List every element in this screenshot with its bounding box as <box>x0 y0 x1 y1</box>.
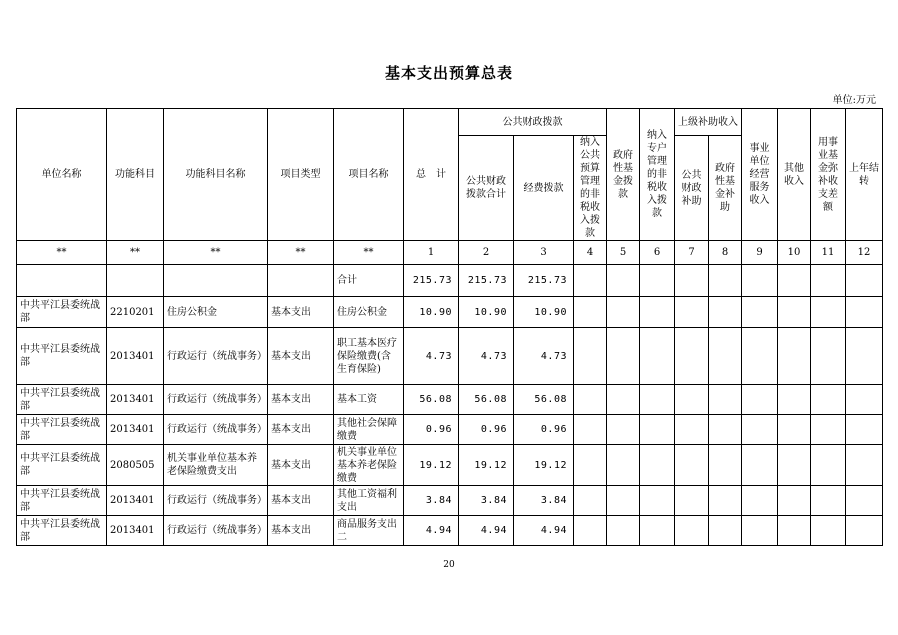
index-cell: 7 <box>675 241 709 265</box>
project-type-cell: 基本支出 <box>268 328 334 385</box>
total-funding-cell: 215.73 <box>514 265 574 297</box>
empty-cell <box>640 328 675 385</box>
empty-cell <box>675 328 709 385</box>
empty-cell <box>574 297 607 328</box>
unit-name-cell: 中共平江县委统战部 <box>17 445 107 486</box>
total-cell: 215.73 <box>404 265 459 297</box>
empty-cell <box>574 328 607 385</box>
header-carryover: 上年结转 <box>846 109 883 241</box>
project-name-cell: 基本工资 <box>334 385 404 415</box>
index-cell: 12 <box>846 241 883 265</box>
empty-cell <box>607 328 640 385</box>
index-row <box>17 241 883 265</box>
header-public-fiscal: 公共财政拨款 <box>459 109 607 136</box>
table-row <box>17 415 883 445</box>
empty-cell <box>640 297 675 328</box>
unit-name-cell: 中共平江县委统战部 <box>17 516 107 546</box>
index-cell: 1 <box>404 241 459 265</box>
project-type-cell: 基本支出 <box>268 516 334 546</box>
project-name-cell: 其他工资福利支出 <box>334 486 404 516</box>
project-type-cell: 基本支出 <box>268 486 334 516</box>
funding-cell: 10.90 <box>514 297 574 328</box>
table-row <box>17 445 883 486</box>
funding-cell: 0.96 <box>514 415 574 445</box>
empty-cell <box>778 445 811 486</box>
empty-cell <box>811 385 846 415</box>
page-number: 20 <box>443 560 455 570</box>
table-row <box>17 385 883 415</box>
table-row <box>17 328 883 385</box>
unit-name-cell: 中共平江县委统战部 <box>17 385 107 415</box>
empty-cell <box>709 385 742 415</box>
index-cell: 5 <box>607 241 640 265</box>
func-subject-cell: 2013401 <box>107 486 164 516</box>
empty-cell <box>675 385 709 415</box>
header-gov-fund-subsidy: 政府性基金补助 <box>709 136 742 241</box>
empty-cell <box>574 445 607 486</box>
header-func-subject: 功能科目 <box>107 109 164 241</box>
empty-cell <box>709 445 742 486</box>
empty-cell <box>607 486 640 516</box>
empty-cell <box>778 516 811 546</box>
header-superior-subsidy: 上级补助收入 <box>675 109 742 136</box>
func-subject-name-cell: 行政运行（统战事务） <box>164 328 268 385</box>
header-public-fiscal-subsidy: 公共财政补助 <box>675 136 709 241</box>
empty-cell <box>811 415 846 445</box>
index-cell: ** <box>17 241 107 265</box>
empty-cell <box>607 415 640 445</box>
empty-cell <box>778 328 811 385</box>
empty-cell <box>675 415 709 445</box>
empty-cell <box>846 385 883 415</box>
page-title: 基本支出预算总表 <box>384 64 513 82</box>
func-subject-cell: 2080505 <box>107 445 164 486</box>
empty-cell <box>846 445 883 486</box>
empty-cell <box>742 516 778 546</box>
table-row <box>17 516 883 546</box>
total-cell: 10.90 <box>404 297 459 328</box>
total-cell: 19.12 <box>404 445 459 486</box>
index-cell: ** <box>334 241 404 265</box>
func-subject-cell: 2013401 <box>107 516 164 546</box>
empty-cell <box>846 328 883 385</box>
funding-cell: 4.73 <box>514 328 574 385</box>
table-row <box>17 297 883 328</box>
total-cell: 3.84 <box>404 486 459 516</box>
index-cell: ** <box>268 241 334 265</box>
func-subject-cell: 2013401 <box>107 328 164 385</box>
empty-cell <box>846 415 883 445</box>
header-total: 总 计 <box>404 109 459 241</box>
empty-cell <box>574 516 607 546</box>
empty-cell <box>811 486 846 516</box>
public-sum-cell: 10.90 <box>459 297 514 328</box>
funding-cell: 19.12 <box>514 445 574 486</box>
func-subject-name-cell: 行政运行（统战事务） <box>164 516 268 546</box>
empty-cell <box>846 297 883 328</box>
funding-cell: 3.84 <box>514 486 574 516</box>
func-subject-name-cell: 机关事业单位基本养老保险缴费支出 <box>164 445 268 486</box>
project-name-cell: 住房公积金 <box>334 297 404 328</box>
header-unit-name: 单位名称 <box>17 109 107 241</box>
empty-cell <box>640 516 675 546</box>
public-sum-cell: 4.73 <box>459 328 514 385</box>
index-cell: ** <box>164 241 268 265</box>
funding-cell: 56.08 <box>514 385 574 415</box>
empty-cell <box>846 486 883 516</box>
empty-cell <box>607 445 640 486</box>
empty-cell <box>709 516 742 546</box>
header-project-type: 项目类型 <box>268 109 334 241</box>
index-cell: 10 <box>778 241 811 265</box>
total-row <box>17 265 883 297</box>
empty-cell <box>778 415 811 445</box>
index-cell: 11 <box>811 241 846 265</box>
total-label: 合计 <box>334 265 404 297</box>
func-subject-name-cell: 行政运行（统战事务） <box>164 385 268 415</box>
empty-cell <box>640 415 675 445</box>
header-project-name: 项目名称 <box>334 109 404 241</box>
header-public-fiscal-sum: 公共财政拨款合计 <box>459 136 514 241</box>
funding-cell: 4.94 <box>514 516 574 546</box>
index-cell: 8 <box>709 241 742 265</box>
project-type-cell: 基本支出 <box>268 385 334 415</box>
empty-cell <box>640 385 675 415</box>
empty-cell <box>742 415 778 445</box>
index-cell: 4 <box>574 241 607 265</box>
index-cell: 2 <box>459 241 514 265</box>
empty-cell <box>640 445 675 486</box>
empty-cell <box>742 486 778 516</box>
total-cell: 4.94 <box>404 516 459 546</box>
header-gov-fund: 政府性基金拨款 <box>607 109 640 241</box>
empty-cell <box>675 297 709 328</box>
empty-cell <box>742 328 778 385</box>
empty-cell <box>607 297 640 328</box>
public-sum-cell: 4.94 <box>459 516 514 546</box>
empty-cell <box>811 445 846 486</box>
total-cell: 4.73 <box>404 328 459 385</box>
unit-name-cell: 中共平江县委统战部 <box>17 328 107 385</box>
empty-cell <box>709 415 742 445</box>
total-cell: 56.08 <box>404 385 459 415</box>
unit-name-cell: 中共平江县委统战部 <box>17 297 107 328</box>
project-type-cell: 基本支出 <box>268 445 334 486</box>
project-name-cell: 职工基本医疗保险缴费(含生育保险) <box>334 328 404 385</box>
public-sum-cell: 19.12 <box>459 445 514 486</box>
header-budget-nontax: 纳入公共预算管理的非税收入拨款 <box>574 136 607 241</box>
func-subject-cell: 2210201 <box>107 297 164 328</box>
index-cell: 3 <box>514 241 574 265</box>
empty-cell <box>574 415 607 445</box>
total-public-sum-cell: 215.73 <box>459 265 514 297</box>
empty-cell <box>709 297 742 328</box>
header-func-subject-name: 功能科目名称 <box>164 109 268 241</box>
empty-cell <box>742 297 778 328</box>
header-other-income: 其他收入 <box>778 109 811 241</box>
project-name-cell: 其他社会保障缴费 <box>334 415 404 445</box>
func-subject-cell: 2013401 <box>107 385 164 415</box>
header-special-nontax: 纳入专户管理的非税收入拨款 <box>640 109 675 241</box>
header-business-income: 事业单位经营服务收入 <box>742 109 778 241</box>
empty-cell <box>811 328 846 385</box>
empty-cell <box>574 385 607 415</box>
public-sum-cell: 0.96 <box>459 415 514 445</box>
empty-cell <box>607 516 640 546</box>
unit-name-cell: 中共平江县委统战部 <box>17 415 107 445</box>
public-sum-cell: 3.84 <box>459 486 514 516</box>
index-cell: 9 <box>742 241 778 265</box>
empty-cell <box>709 486 742 516</box>
unit-label: 单位:万元 <box>832 95 876 106</box>
project-name-cell: 商品服务支出二 <box>334 516 404 546</box>
unit-name-cell: 中共平江县委统战部 <box>17 486 107 516</box>
empty-cell <box>778 385 811 415</box>
empty-cell <box>607 385 640 415</box>
empty-cell <box>675 445 709 486</box>
func-subject-name-cell: 行政运行（统战事务） <box>164 415 268 445</box>
total-cell: 0.96 <box>404 415 459 445</box>
header-funding-alloc: 经费拨款 <box>514 136 574 241</box>
empty-cell <box>778 297 811 328</box>
empty-cell <box>811 297 846 328</box>
table-row <box>17 486 883 516</box>
empty-cell <box>742 445 778 486</box>
empty-cell <box>742 385 778 415</box>
empty-cell <box>675 486 709 516</box>
project-name-cell: 机关事业单位基本养老保险缴费 <box>334 445 404 486</box>
empty-cell <box>811 516 846 546</box>
project-type-cell: 基本支出 <box>268 297 334 328</box>
empty-cell <box>574 486 607 516</box>
header-fund-balance: 用事业基金弥补收支差额 <box>811 109 846 241</box>
func-subject-name-cell: 行政运行（统战事务） <box>164 486 268 516</box>
index-cell: 6 <box>640 241 675 265</box>
public-sum-cell: 56.08 <box>459 385 514 415</box>
index-cell: ** <box>107 241 164 265</box>
empty-cell <box>675 516 709 546</box>
empty-cell <box>640 486 675 516</box>
func-subject-name-cell: 住房公积金 <box>164 297 268 328</box>
empty-cell <box>778 486 811 516</box>
empty-cell <box>709 328 742 385</box>
budget-table <box>16 108 883 546</box>
empty-cell <box>846 516 883 546</box>
func-subject-cell: 2013401 <box>107 415 164 445</box>
project-type-cell: 基本支出 <box>268 415 334 445</box>
